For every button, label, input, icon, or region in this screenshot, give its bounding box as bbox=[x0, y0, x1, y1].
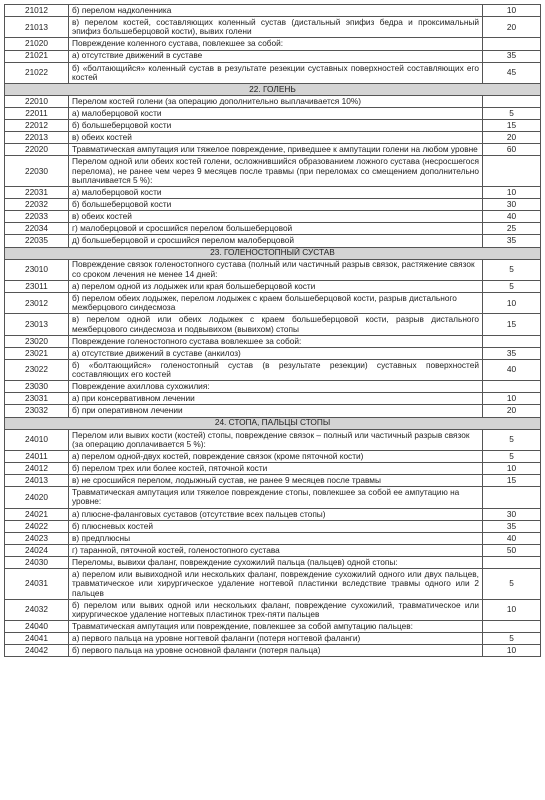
row-description: б) перелом трех или более костей, пяточной кости bbox=[69, 463, 483, 475]
row-percent: 10 bbox=[483, 599, 541, 620]
row-description: г) малоберцовой и сросшийся перелом большеберцовой bbox=[69, 223, 483, 235]
row-description: в) перелом костей, составляющих коленный сустав (дистальный эпифиз бедра и проксимальный эпифиз большеберцовой кости), вывих голени bbox=[69, 17, 483, 38]
row-code: 24031 bbox=[5, 569, 69, 600]
table-row bbox=[5, 223, 541, 235]
row-description: а) отсутствие движений в суставе (анкилоз) bbox=[69, 347, 483, 359]
table-row bbox=[5, 347, 541, 359]
section-header-row bbox=[5, 417, 541, 429]
row-percent: 45 bbox=[483, 62, 541, 83]
row-code: 23020 bbox=[5, 335, 69, 347]
row-code: 24011 bbox=[5, 451, 69, 463]
table-row bbox=[5, 381, 541, 393]
row-code: 21022 bbox=[5, 62, 69, 83]
row-percent bbox=[483, 381, 541, 393]
table-row bbox=[5, 451, 541, 463]
row-description: Повреждение голеностопного сустава вовлекшее за собой: bbox=[69, 335, 483, 347]
row-code: 23030 bbox=[5, 381, 69, 393]
row-percent: 15 bbox=[483, 314, 541, 335]
row-code: 23012 bbox=[5, 293, 69, 314]
row-description: а) малоберцовой кости bbox=[69, 108, 483, 120]
section-title: 22. ГОЛЕНЬ bbox=[5, 83, 541, 95]
row-description: б) большеберцовой кости bbox=[69, 120, 483, 132]
row-code: 21021 bbox=[5, 50, 69, 62]
row-percent: 10 bbox=[483, 5, 541, 17]
row-percent: 10 bbox=[483, 645, 541, 657]
table-row bbox=[5, 120, 541, 132]
table-row bbox=[5, 633, 541, 645]
row-description: б) при оперативном лечении bbox=[69, 405, 483, 417]
row-description: а) при консервативном лечении bbox=[69, 393, 483, 405]
row-percent bbox=[483, 38, 541, 50]
row-code: 22035 bbox=[5, 235, 69, 247]
table-row bbox=[5, 132, 541, 144]
table-row bbox=[5, 108, 541, 120]
row-code: 23021 bbox=[5, 347, 69, 359]
table-row bbox=[5, 429, 541, 450]
table-row bbox=[5, 211, 541, 223]
row-code: 21012 bbox=[5, 5, 69, 17]
row-percent: 60 bbox=[483, 144, 541, 156]
table-row bbox=[5, 599, 541, 620]
row-code: 24040 bbox=[5, 621, 69, 633]
row-description: д) большеберцовой и сросшийся перелом малоберцовой bbox=[69, 235, 483, 247]
table-row bbox=[5, 199, 541, 211]
table-row bbox=[5, 475, 541, 487]
row-percent bbox=[483, 487, 541, 508]
row-code: 21013 bbox=[5, 17, 69, 38]
row-code: 22032 bbox=[5, 199, 69, 211]
table-row bbox=[5, 62, 541, 83]
table-row bbox=[5, 405, 541, 417]
row-description: Травматическая ампутация или тяжелое повреждение, приведшее к ампутации голени на любом уровне bbox=[69, 144, 483, 156]
row-percent: 35 bbox=[483, 235, 541, 247]
row-percent: 10 bbox=[483, 393, 541, 405]
table-row bbox=[5, 38, 541, 50]
row-description: б) перелом или вывих одной или нескольких фаланг, повреждение сухожилий, травматическое или хирургическое удаление ногтевых пластинок трех-пяти пальцев bbox=[69, 599, 483, 620]
row-code: 24030 bbox=[5, 556, 69, 568]
row-percent bbox=[483, 621, 541, 633]
table-row bbox=[5, 359, 541, 380]
row-code: 23031 bbox=[5, 393, 69, 405]
row-code: 22012 bbox=[5, 120, 69, 132]
row-code: 22013 bbox=[5, 132, 69, 144]
row-description: б) «болтающийся» коленный сустав в результате резекции суставных поверхностей составляющих его костей bbox=[69, 62, 483, 83]
row-code: 24032 bbox=[5, 599, 69, 620]
row-percent: 5 bbox=[483, 429, 541, 450]
row-description: а) перелом одной-двух костей, повреждение связок (кроме пяточной кости) bbox=[69, 451, 483, 463]
table-row bbox=[5, 645, 541, 657]
table-row bbox=[5, 520, 541, 532]
row-code: 22020 bbox=[5, 144, 69, 156]
row-code: 23010 bbox=[5, 259, 69, 280]
section-header-row bbox=[5, 83, 541, 95]
row-percent: 10 bbox=[483, 463, 541, 475]
row-percent: 10 bbox=[483, 293, 541, 314]
row-code: 24042 bbox=[5, 645, 69, 657]
row-percent: 40 bbox=[483, 532, 541, 544]
table-row bbox=[5, 487, 541, 508]
row-code: 24041 bbox=[5, 633, 69, 645]
row-code: 23011 bbox=[5, 280, 69, 292]
row-description: б) перелом обеих лодыжек, перелом лодыжек с краем большеберцовой кости, разрыв дистального межберцового синдесмоза bbox=[69, 293, 483, 314]
table-row bbox=[5, 144, 541, 156]
row-code: 22031 bbox=[5, 187, 69, 199]
row-percent: 5 bbox=[483, 108, 541, 120]
row-description: б) большеберцовой кости bbox=[69, 199, 483, 211]
row-percent: 5 bbox=[483, 280, 541, 292]
row-code: 24021 bbox=[5, 508, 69, 520]
row-description: в) перелом одной или обеих лодыжек с краем большеберцовой кости, разрыв дистального межберцового синдесмоза и подвывихом (вывихом) стопы bbox=[69, 314, 483, 335]
table-row bbox=[5, 50, 541, 62]
row-percent: 20 bbox=[483, 405, 541, 417]
table-row bbox=[5, 293, 541, 314]
row-description: Перелом костей голени (за операцию дополнительно выплачивается 10%) bbox=[69, 96, 483, 108]
row-description: Повреждение связок голеностопного сустава (полный или частичный разрыв связок, растяжение связок со сроком лечения не менее 14 дней: bbox=[69, 259, 483, 280]
row-code: 23022 bbox=[5, 359, 69, 380]
row-description: Повреждение ахиллова сухожилия: bbox=[69, 381, 483, 393]
row-description: Перелом одной или обеих костей голени, осложнившийся образованием ложного сустава (несросшегося перелома), не ранее чем через 9 месяцев после травмы (при переломах со смещением дополнительно выплачивается 5 %): bbox=[69, 156, 483, 187]
row-percent: 25 bbox=[483, 223, 541, 235]
row-description: Повреждение коленного сустава, повлекшее за собой: bbox=[69, 38, 483, 50]
row-description: в) обеих костей bbox=[69, 132, 483, 144]
row-percent: 15 bbox=[483, 475, 541, 487]
row-percent: 30 bbox=[483, 199, 541, 211]
row-description: б) первого пальца на уровне основной фаланги (потеря пальца) bbox=[69, 645, 483, 657]
row-percent: 20 bbox=[483, 132, 541, 144]
row-percent: 40 bbox=[483, 359, 541, 380]
row-code: 24013 bbox=[5, 475, 69, 487]
section-title: 23. ГОЛЕНОСТОПНЫЙ СУСТАВ bbox=[5, 247, 541, 259]
row-code: 24012 bbox=[5, 463, 69, 475]
table-row bbox=[5, 569, 541, 600]
row-code: 22010 bbox=[5, 96, 69, 108]
row-percent: 15 bbox=[483, 120, 541, 132]
row-description: г) таранной, пяточной костей, голеностопного сустава bbox=[69, 544, 483, 556]
row-code: 24022 bbox=[5, 520, 69, 532]
table-row bbox=[5, 621, 541, 633]
row-description: Перелом или вывих кости (костей) стопы, повреждение связок – полный или частичный разрыв связок (за операцию доплачивается 5 %): bbox=[69, 429, 483, 450]
row-percent: 35 bbox=[483, 50, 541, 62]
row-description: в) не сросшийся перелом, лодыжный сустав, не ранее 9 месяцев после травмы bbox=[69, 475, 483, 487]
row-code: 24020 bbox=[5, 487, 69, 508]
row-description: а) первого пальца на уровне ногтевой фаланги (потеря ногтевой фаланги) bbox=[69, 633, 483, 645]
table-row bbox=[5, 187, 541, 199]
table-row bbox=[5, 532, 541, 544]
row-description: а) отсутствие движений в суставе bbox=[69, 50, 483, 62]
table-row bbox=[5, 5, 541, 17]
table-row bbox=[5, 556, 541, 568]
row-percent: 35 bbox=[483, 520, 541, 532]
row-description: Переломы, вывихи фаланг, повреждение сухожилий пальца (пальцев) одной стопы: bbox=[69, 556, 483, 568]
row-percent bbox=[483, 335, 541, 347]
row-percent bbox=[483, 556, 541, 568]
table-row bbox=[5, 463, 541, 475]
table-row bbox=[5, 17, 541, 38]
row-description: Травматическая ампутация или тяжелое повреждение стопы, повлекшее за собой ее ампутацию на уровне: bbox=[69, 487, 483, 508]
row-description: в) обеих костей bbox=[69, 211, 483, 223]
table-row bbox=[5, 544, 541, 556]
row-percent: 35 bbox=[483, 347, 541, 359]
table-row bbox=[5, 259, 541, 280]
row-code: 23032 bbox=[5, 405, 69, 417]
row-description: а) малоберцовой кости bbox=[69, 187, 483, 199]
row-description: Травматическая ампутация или повреждение, повлекшее за собой ампутацию пальцев: bbox=[69, 621, 483, 633]
row-description: б) «болтающийся» голеностопный сустав (в результате резекции) суставных поверхностей составляющих его костей bbox=[69, 359, 483, 380]
row-percent bbox=[483, 96, 541, 108]
row-description: а) плюсне-фаланговых суставов (отсутствие всех пальцев стопы) bbox=[69, 508, 483, 520]
row-percent: 10 bbox=[483, 187, 541, 199]
table-row bbox=[5, 508, 541, 520]
section-title: 24. СТОПА, ПАЛЬЦЫ СТОПЫ bbox=[5, 417, 541, 429]
row-code: 22034 bbox=[5, 223, 69, 235]
row-percent: 5 bbox=[483, 633, 541, 645]
row-percent: 5 bbox=[483, 451, 541, 463]
row-percent: 40 bbox=[483, 211, 541, 223]
row-description: а) перелом одной из лодыжек или края большеберцовой кости bbox=[69, 280, 483, 292]
row-code: 23013 bbox=[5, 314, 69, 335]
table-row bbox=[5, 335, 541, 347]
row-percent: 50 bbox=[483, 544, 541, 556]
row-code: 24024 bbox=[5, 544, 69, 556]
row-code: 21020 bbox=[5, 38, 69, 50]
row-code: 24023 bbox=[5, 532, 69, 544]
row-code: 22033 bbox=[5, 211, 69, 223]
row-code: 22030 bbox=[5, 156, 69, 187]
row-percent: 20 bbox=[483, 17, 541, 38]
row-code: 24010 bbox=[5, 429, 69, 450]
row-description: б) перелом надколенника bbox=[69, 5, 483, 17]
row-percent: 5 bbox=[483, 259, 541, 280]
section-header-row bbox=[5, 247, 541, 259]
row-code: 22011 bbox=[5, 108, 69, 120]
table-row bbox=[5, 235, 541, 247]
row-percent bbox=[483, 156, 541, 187]
insurance-payment-table bbox=[4, 4, 541, 657]
row-percent: 5 bbox=[483, 569, 541, 600]
row-percent: 30 bbox=[483, 508, 541, 520]
row-description: а) перелом или вывиходной или нескольких фаланг, повреждение сухожилий одного или двух пальцев, травматическое или хирургическое удаление ногтевой пластинки вследствие травмы одного или 2 пальцев bbox=[69, 569, 483, 600]
table-row bbox=[5, 314, 541, 335]
table-body bbox=[5, 5, 541, 657]
row-description: в) предплюсны bbox=[69, 532, 483, 544]
row-description: б) плюсневых костей bbox=[69, 520, 483, 532]
table-row bbox=[5, 96, 541, 108]
table-row bbox=[5, 393, 541, 405]
table-row bbox=[5, 280, 541, 292]
table-row bbox=[5, 156, 541, 187]
